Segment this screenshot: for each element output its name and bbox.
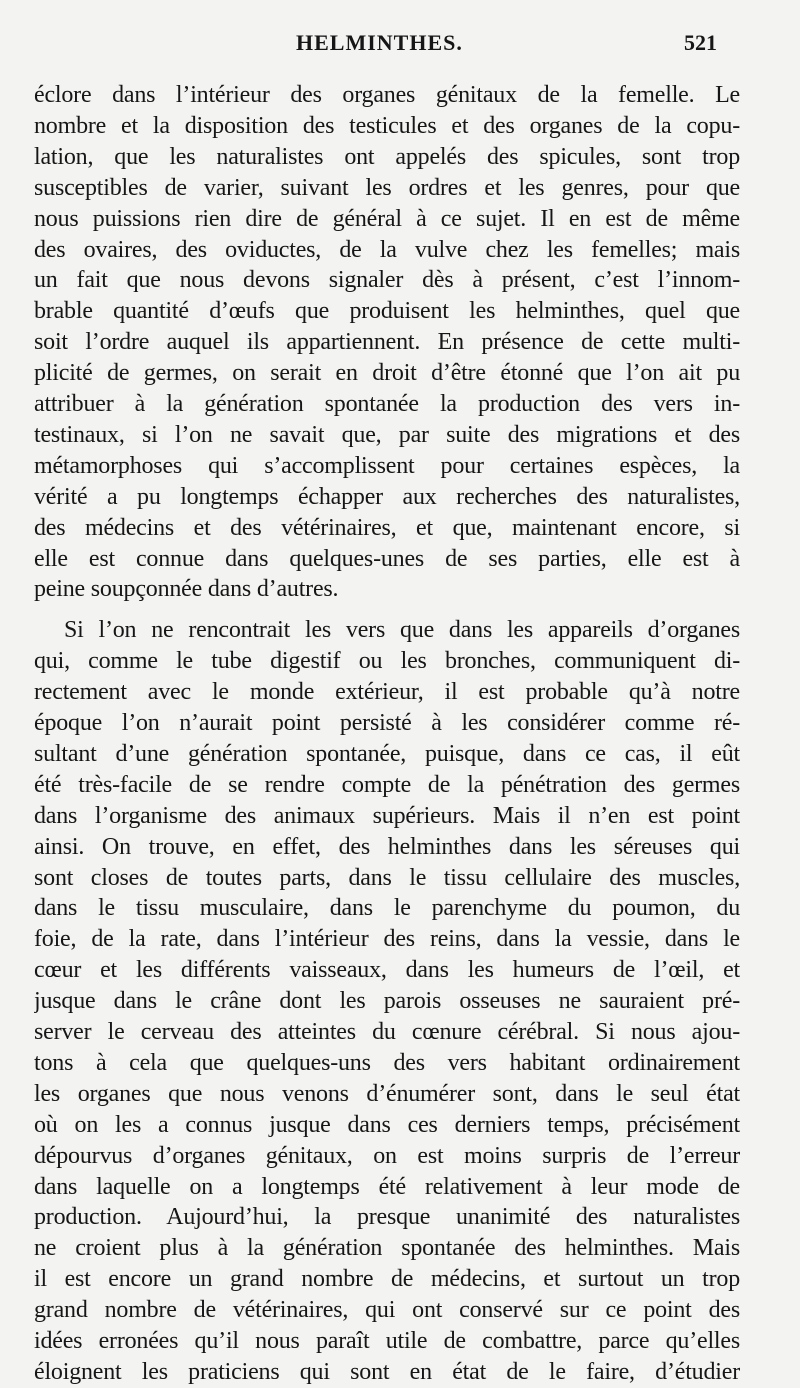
text-line: dans l’organisme des animaux supérieurs. Mais il n’en est point xyxy=(34,802,740,829)
text-line: les organes que nous venons d’énumérer sont, dans le seul état xyxy=(34,1080,740,1107)
text-line: un fait que nous devons signaler dès à présent, c’est l’innom- xyxy=(34,267,740,294)
text-line: nous puissions rien dire de général à ce sujet. Il en est de même xyxy=(34,205,740,232)
text-line: où on les a connus jusque dans ces derniers temps, précisément xyxy=(34,1111,740,1138)
text-line: sultant d’une génération spontanée, puisque, dans ce cas, il eût xyxy=(34,740,740,767)
text-line: grand nombre de vétérinaires, qui ont conservé sur ce point des xyxy=(34,1297,740,1324)
text-line: dépourvus d’organes génitaux, on est moins surpris de l’erreur xyxy=(34,1142,740,1169)
text-line: lation, que les naturalistes ont appelés des spicules, sont trop xyxy=(34,143,740,170)
text-line: peine soupçonnée dans d’autres. xyxy=(34,576,339,603)
text-line: sont closes de toutes parts, dans le tissu cellulaire des muscles, xyxy=(34,864,740,891)
text-line: dans le tissu musculaire, dans le parenchyme du poumon, du xyxy=(34,895,740,922)
text-line: ainsi. On trouve, en effet, des helminthes dans les séreuses qui xyxy=(34,833,740,860)
text-line: nombre et la disposition des testicules et des organes de la copu- xyxy=(34,112,740,139)
text-line: rectement avec le monde extérieur, il est probable qu’à notre xyxy=(34,679,740,706)
text-line: server le cerveau des atteintes du cœnure cérébral. Si nous ajou- xyxy=(34,1019,740,1045)
text-line: jusque dans le crâne dont les parois osseuses ne sauraient pré- xyxy=(34,988,740,1015)
text-line: production. Aujourd’hui, la presque unanimité des naturalistes xyxy=(34,1204,740,1231)
text-line: éloignent les praticiens qui sont en état de le faire, d’étudier xyxy=(34,1358,740,1385)
text-line: cœur et les différents vaisseaux, dans les humeurs de l’œil, et xyxy=(34,957,740,984)
text-line: brable quantité d’œufs que produisent les helminthes, quel que xyxy=(34,298,740,325)
text-line: métamorphoses qui s’accomplissent pour certaines espèces, la xyxy=(34,452,740,479)
text-line: testinaux, si l’on ne savait que, par suite des migrations et des xyxy=(34,421,740,448)
text-line: idées erronées qu’il nous paraît utile de combattre, parce qu’elles xyxy=(34,1328,740,1354)
text-line: des ovaires, des oviductes, de la vulve chez les femelles; mais xyxy=(34,236,740,263)
text-line: elle est connue dans quelques-unes de ses parties, elle est à xyxy=(34,545,740,572)
text-line: il est encore un grand nombre de médecins, et surtout un trop xyxy=(34,1266,740,1293)
text-line: plicité de germes, on serait en droit d’être étonné que l’on ait pu xyxy=(34,360,740,387)
text-line: éclore dans l’intérieur des organes génitaux de la femelle. Le xyxy=(34,82,740,108)
text-line: vérité a pu longtemps échapper aux recherches des naturalistes, xyxy=(34,483,740,510)
page-header xyxy=(0,30,800,64)
text-line: ne croient plus à la génération spontanée des helminthes. Mais xyxy=(34,1235,740,1262)
text-line: Si l’on ne rencontrait les vers que dans les appareils d’organes xyxy=(64,617,740,644)
text-line: soit l’ordre auquel ils appartiennent. En présence de cette multi- xyxy=(34,329,740,356)
text-line: attribuer à la génération spontanée la production des vers in- xyxy=(34,391,740,417)
text-line: foie, de la rate, dans l’intérieur des reins, dans la vessie, dans le xyxy=(34,926,740,953)
text-line: époque l’on n’aurait point persisté à les considérer comme ré- xyxy=(34,710,740,736)
text-line: tons à cela que quelques-uns des vers habitant ordinairement xyxy=(34,1049,740,1076)
text-line: qui, comme le tube digestif ou les bronches, communiquent di- xyxy=(34,648,740,675)
text-line: dans laquelle on a longtemps été relativement à leur mode de xyxy=(34,1173,740,1200)
page-number: 521 xyxy=(684,30,717,55)
text-line: été très-facile de se rendre compte de la pénétration des germes xyxy=(34,771,740,798)
text-line: des médecins et des vétérinaires, et que, maintenant encore, si xyxy=(34,514,740,541)
running-head: HELMINTHES. xyxy=(296,30,463,55)
text-line: susceptibles de varier, suivant les ordres et les genres, pour que xyxy=(34,174,740,201)
